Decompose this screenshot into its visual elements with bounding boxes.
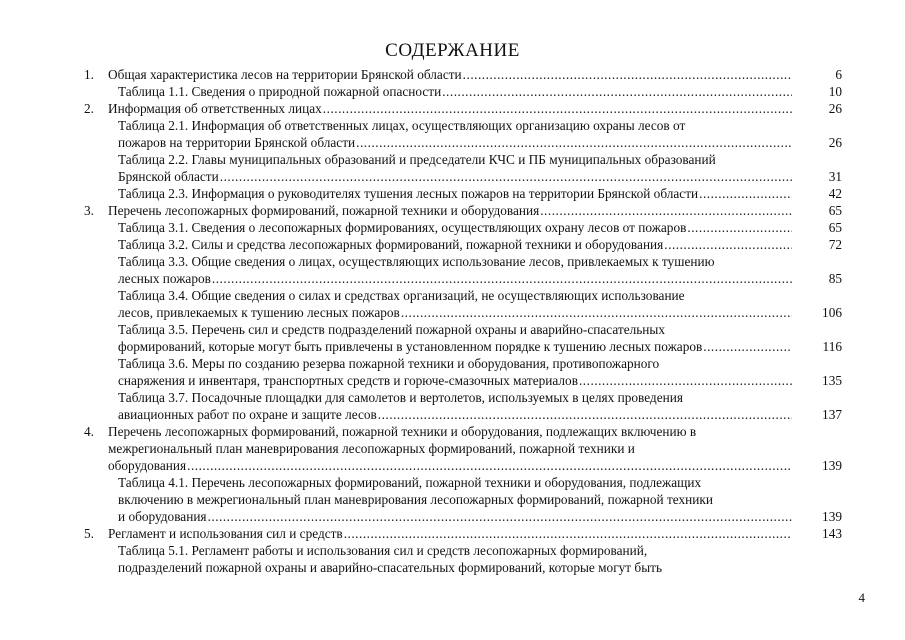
table-of-contents: [84, 66, 844, 576]
page-number: 4: [858, 590, 865, 605]
toc-entry-text: включению в межрегиональный план маневрирования лесопожарных формирований, пожарной техники: [118, 492, 713, 507]
toc-page-number: 137: [822, 407, 842, 422]
toc-entry-text: Таблица 2.2. Главы муниципальных образований и председатели КЧС и ПБ муниципальных образований: [118, 152, 716, 167]
toc-entry-text: Таблица 4.1. Перечень лесопожарных формирований, пожарной техники и оборудования, подлежащих: [118, 475, 702, 490]
toc-entry-text: снаряжения и инвентаря, транспортных средств и горюче-смазочных материалов: [118, 373, 578, 388]
toc-entry-text: Информация об ответственных лицах: [108, 101, 322, 116]
toc-entry-text: авиационных работ по охране и защите лесов: [118, 407, 377, 422]
toc-line: [84, 253, 844, 270]
toc-page-number: 26: [828, 101, 842, 116]
toc-entry-text: Таблица 3.4. Общие сведения о силах и средствах организаций, не осуществляющих использование: [118, 288, 685, 303]
toc-section-number: 2.: [84, 101, 94, 116]
toc-line: [84, 134, 844, 151]
toc-page-number: 26: [828, 135, 842, 150]
toc-page-number: 139: [822, 458, 842, 473]
toc-entry-text: пожаров на территории Брянской области: [118, 135, 356, 150]
toc-entry-text: Таблица 3.2. Силы и средства лесопожарных формирований, пожарной техники и оборудования: [118, 237, 664, 252]
toc-page-number: 72: [828, 237, 842, 252]
toc-section-number: 4.: [84, 424, 94, 439]
toc-line: [84, 525, 844, 542]
toc-entry-text: Таблица 3.7. Посадочные площадки для самолетов и вертолетов, используемых в целях проведения: [118, 390, 683, 405]
toc-entry-text: и оборудования: [118, 509, 207, 524]
toc-line: [84, 287, 844, 304]
toc-entry-text: Таблица 3.5. Перечень сил и средств подразделений пожарной охраны и аварийно-спасательных: [118, 322, 666, 337]
page-title: СОДЕРЖАНИЕ: [385, 40, 520, 61]
toc-line: [84, 508, 844, 525]
toc-line: [84, 542, 844, 559]
toc-entry-text: лесов, привлекаемых к тушению лесных пожаров: [118, 305, 400, 320]
toc-entry-text: Брянской области: [118, 169, 219, 184]
toc-line: [84, 355, 844, 372]
toc-page-number: 31: [828, 169, 842, 184]
toc-entry-text: Регламент и использования сил и средств: [108, 526, 343, 541]
toc-page-number: 106: [822, 305, 842, 320]
toc-line: [84, 559, 844, 576]
toc-line: [84, 270, 844, 287]
toc-entry-text: Таблица 3.1. Сведения о лесопожарных формированиях, осуществляющих охрану лесов от пожаров: [118, 220, 687, 235]
toc-page-number: 10: [828, 84, 842, 99]
toc-section-number: 5.: [84, 526, 94, 541]
toc-page-number: 139: [822, 509, 842, 524]
toc-line: [84, 457, 844, 474]
toc-entry-text: Таблица 3.6. Меры по созданию резерва пожарной техники и оборудования, противопожарного: [118, 356, 660, 371]
toc-entry-text: межрегиональный план маневрирования лесопожарных формирований, пожарной техники и: [108, 441, 635, 456]
toc-line: [84, 440, 844, 457]
toc-line: [84, 372, 844, 389]
toc-line: [84, 185, 844, 202]
toc-entry-text: Перечень лесопожарных формирований, пожарной техники и оборудования, подлежащих включению в: [108, 424, 697, 439]
toc-line: [84, 66, 844, 83]
toc-entry-text: подразделений пожарной охраны и аварийно-спасательных формирований, которые могут быть: [118, 560, 663, 575]
toc-line: [84, 321, 844, 338]
toc-section-number: 1.: [84, 67, 94, 82]
toc-line: [84, 219, 844, 236]
toc-page-number: 6: [835, 67, 842, 82]
toc-line: [84, 117, 844, 134]
toc-entry-text: Таблица 2.3. Информация о руководителях тушения лесных пожаров на территории Брянской области: [118, 186, 699, 201]
toc-line: [84, 406, 844, 423]
toc-line: [84, 338, 844, 355]
toc-entry-text: Таблица 5.1. Регламент работы и использования сил и средств лесопожарных формирований,: [118, 543, 648, 558]
toc-section-number: 3.: [84, 203, 94, 218]
toc-page-number: 65: [828, 220, 842, 235]
toc-page-number: 42: [828, 186, 842, 201]
toc-line: [84, 202, 844, 219]
toc-line: [84, 474, 844, 491]
toc-line: [84, 304, 844, 321]
toc-page-number: 116: [822, 339, 842, 354]
toc-page-number: 135: [822, 373, 842, 388]
toc-line: [84, 423, 844, 440]
toc-entry-text: лесных пожаров: [118, 271, 211, 286]
toc-entry-text: Перечень лесопожарных формирований, пожарной техники и оборудования: [108, 203, 540, 218]
toc-line: [84, 491, 844, 508]
toc-line: [84, 151, 844, 168]
toc-line: [84, 389, 844, 406]
toc-page-number: 143: [822, 526, 842, 541]
toc-entry-text: Таблица 2.1. Информация об ответственных лицах, осуществляющих организацию охраны лесов от: [118, 118, 686, 133]
toc-line: [84, 100, 844, 117]
toc-entry-text: Таблица 1.1. Сведения о природной пожарной опасности: [118, 84, 442, 99]
toc-entry-text: оборудования: [108, 458, 187, 473]
toc-line: [84, 83, 844, 100]
toc-entry-text: Таблица 3.3. Общие сведения о лицах, осуществляющих использование лесов, привлекаемых к тушению: [118, 254, 715, 269]
toc-page-number: 85: [828, 271, 842, 286]
toc-entry-text: формирований, которые могут быть привлечены в установленном порядке к тушению лесных пожаров: [118, 339, 703, 354]
toc-entry-text: Общая характеристика лесов на территории Брянской области: [108, 67, 462, 82]
toc-page-number: 65: [828, 203, 842, 218]
toc-line: [84, 236, 844, 253]
toc-line: [84, 168, 844, 185]
